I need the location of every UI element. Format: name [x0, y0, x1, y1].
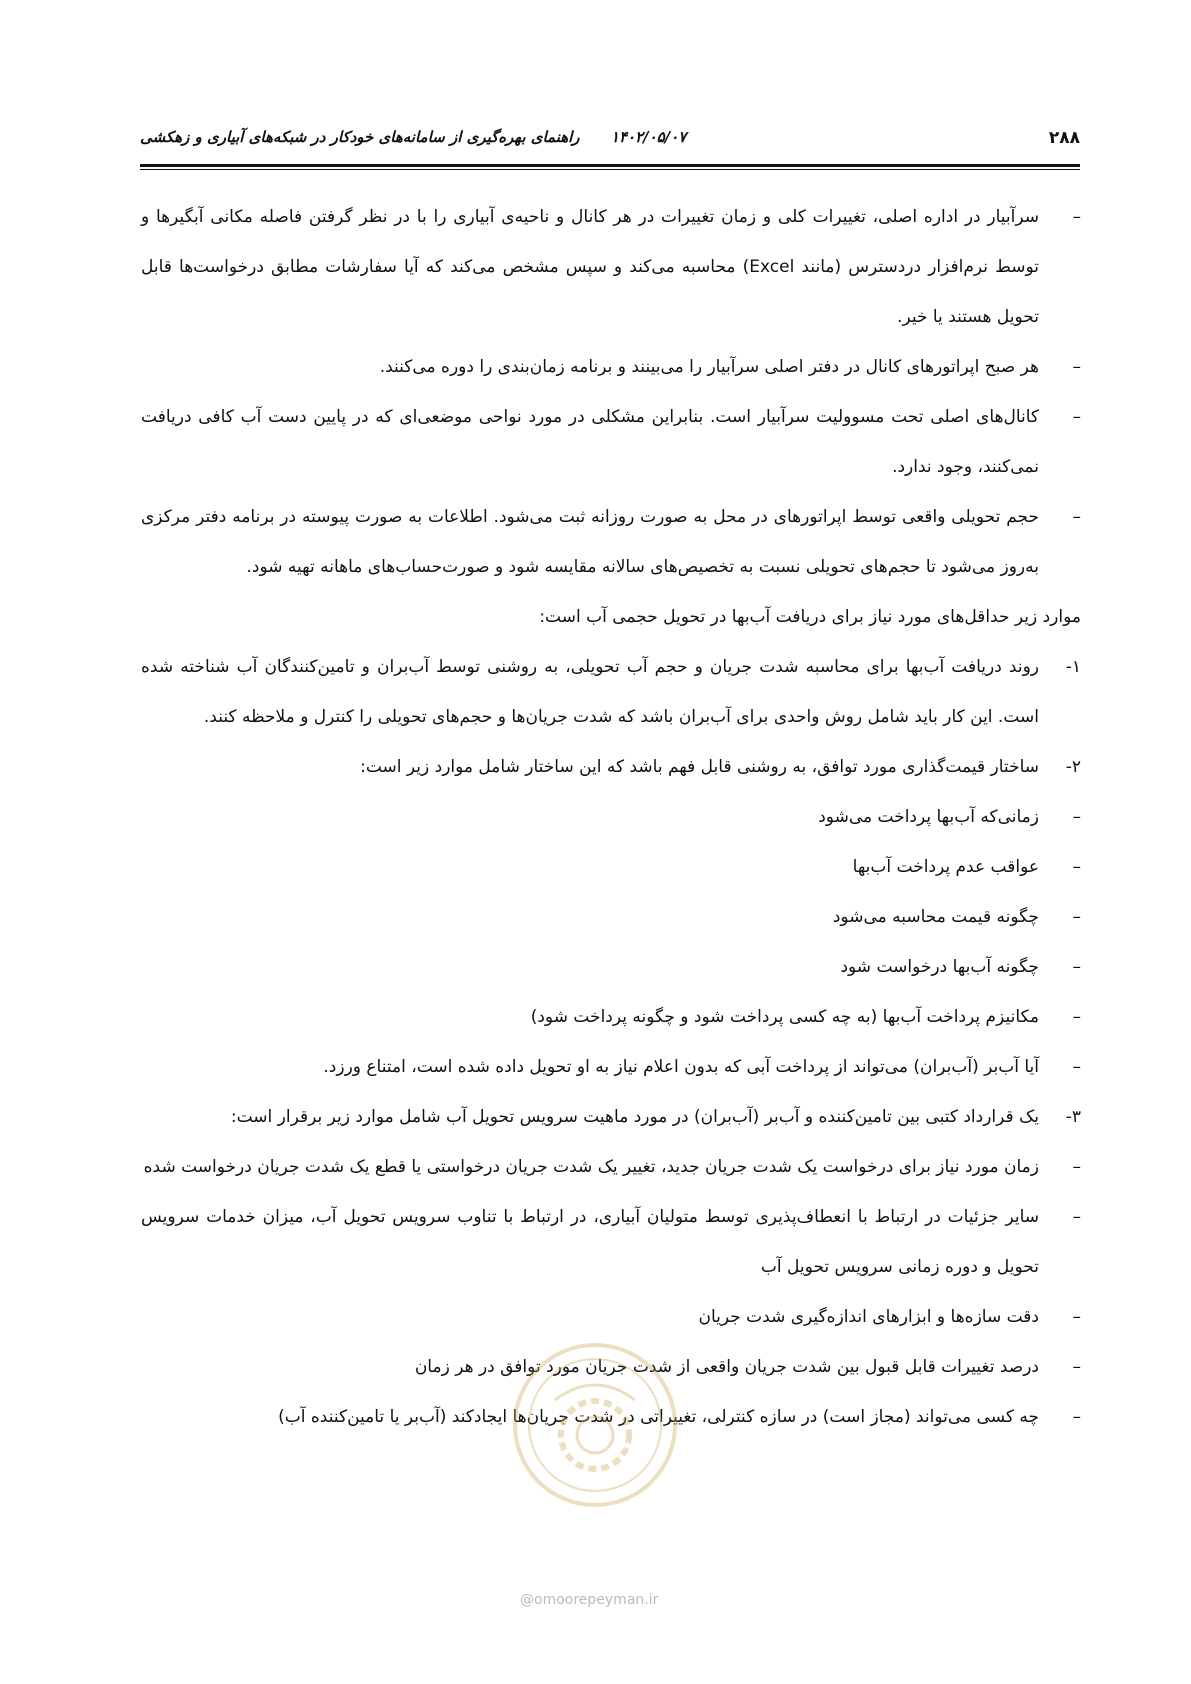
- bullet-text: چگونه قیمت محاسبه می‌شود: [832, 907, 1039, 927]
- header-date: ۱۴۰۲/۰۵/۰۷: [610, 128, 687, 146]
- bullet-item: [141, 1042, 1081, 1092]
- intro-paragraph: موارد زیر حداقل‌های مورد نیاز برای دریافت آب‌بها در تحویل حجمی آب است:: [539, 607, 1081, 627]
- bullet-text: دقت سازه‌ها و ابزارهای اندازه‌گیری شدت جریان: [698, 1307, 1039, 1327]
- numbered-text: یک قرارداد کتبی بین تامین‌کننده و آب‌بر (آب‌بران) در مورد ماهیت سرویس تحویل آب شامل موارد زیر برقرار است:: [230, 1107, 1039, 1127]
- number-mark: ۳-: [1065, 1107, 1081, 1127]
- bullet-text: هر صبح اپراتورهای کانال در دفتر اصلی سرآبیار را می‌بینند و برنامه زمان‌بندی را دوره می‌کنند.: [379, 357, 1039, 377]
- watermark-url: @omoorepeyman.ir: [520, 1592, 659, 1608]
- bullet-text: زمان مورد نیاز برای درخواست یک شدت جریان جدید، تغییر یک شدت جریان درخواستی یا قطع یک شدت جریان درخواست شده: [143, 1157, 1039, 1177]
- bullet-item: [141, 342, 1081, 392]
- bullet-item: [141, 1142, 1081, 1192]
- numbered-item-3: [141, 1092, 1081, 1142]
- bullet-item: [141, 792, 1081, 842]
- bullet-item: [141, 392, 1081, 492]
- bullet-mark: –: [1072, 1057, 1081, 1077]
- bullet-text: کانال‌های اصلی تحت مسوولیت سرآبیار است. بنابراین مشکلی در مورد نواحی موضعی‌ای که در پایین دست آب کافی دریافت نمی‌کنند، وجود ندارد.: [141, 407, 1039, 477]
- bullet-mark: –: [1072, 357, 1081, 377]
- bullet-mark: –: [1072, 907, 1081, 927]
- page-header: [140, 126, 1080, 156]
- numbered-text: روند دریافت آب‌بها برای محاسبه شدت جریان و حجم آب تحویلی، به روشنی توسط آب‌بران و تامین‌کنندگان آب شناخته شده است. این کار باید شامل روش واحدی برای آب‌بران باشد که شدت جریان‌ها و حجم‌های تحویلی را کنترل و ملاحظه کنند.: [141, 657, 1039, 727]
- header-rule-thin: [140, 169, 1080, 170]
- bullet-mark: –: [1072, 807, 1081, 827]
- bullet-item: [141, 992, 1081, 1042]
- bullet-item: [141, 942, 1081, 992]
- bullet-mark: –: [1072, 1407, 1081, 1427]
- bullet-item: [141, 192, 1081, 342]
- bullet-text: زمانی‌که آب‌بها پرداخت می‌شود: [818, 807, 1039, 827]
- page-body: [141, 192, 1081, 1442]
- bullet-text: حجم تحویلی واقعی توسط اپراتورهای در محل به صورت روزانه ثبت می‌شود. اطلاعات به صورت پیوسته در برنامه دفتر مرکزی به‌روز می‌شود تا حجم‌های تحویلی نسبت به تخصیص‌های سالانه مقایسه شود و صورت‌حساب‌های ماهانه تهیه شود.: [141, 507, 1039, 577]
- bullet-text: عواقب عدم پرداخت آب‌بها: [852, 857, 1039, 877]
- bullet-mark: –: [1072, 1157, 1081, 1177]
- bullet-text: چگونه آب‌بها درخواست شود: [840, 957, 1039, 977]
- bullet-item: [141, 1192, 1081, 1292]
- bullet-mark: –: [1072, 1207, 1081, 1227]
- bullet-mark: –: [1072, 1007, 1081, 1027]
- bullet-text: سرآبیار در اداره اصلی، تغییرات کلی و زمان تغییرات در هر کانال و ناحیه‌ی آبیاری را با در نظر گرفتن فاصله مکانی آبگیرها و توسط نرم‌افزار دردسترس (مانند Excel) محاسبه می‌کند و سپس مشخص می‌کند که آیا سفارشات مطابق درخواست‌ها قابل تحویل هستند یا خیر.: [141, 207, 1039, 327]
- watermark-seal-icon: [510, 1340, 680, 1510]
- bullet-text: آیا آب‌بر (آب‌بران) می‌تواند از پرداخت آبی که بدون اعلام نیاز به او تحویل داده شده است، امتناع ورزد.: [323, 1057, 1039, 1077]
- header-title: راهنمای بهره‌گیری از سامانه‌های خودکار در شبکه‌های آبیاری و زهکشی: [140, 128, 580, 146]
- bullet-mark: –: [1072, 407, 1081, 427]
- header-rule: [140, 164, 1080, 167]
- numbered-text: ساختار قیمت‌گذاری مورد توافق، به روشنی قابل فهم باشد که این ساختار شامل موارد زیر است:: [360, 757, 1039, 777]
- bullet-text: درصد تغییرات قابل قبول بین شدت جریان واقعی از شدت جریان مورد توافق در هر زمان: [414, 1357, 1039, 1377]
- bullet-text: مکانیزم پرداخت آب‌بها (به چه کسی پرداخت شود و چگونه پرداخت شود): [530, 1007, 1039, 1027]
- running-title: [140, 128, 686, 146]
- bullet-item: [141, 492, 1081, 592]
- bullet-mark: –: [1072, 1307, 1081, 1327]
- bullet-mark: –: [1072, 957, 1081, 977]
- bullet-item: [141, 1292, 1081, 1342]
- page-number: ۲۸۸: [1048, 128, 1080, 148]
- bullet-mark: –: [1072, 507, 1081, 527]
- numbered-item-1: [141, 642, 1081, 742]
- bullet-mark: –: [1072, 857, 1081, 877]
- numbered-item-2: [141, 742, 1081, 792]
- bullet-mark: –: [1072, 207, 1081, 227]
- bullet-text: چه کسی می‌تواند (مجاز است) در سازه کنترلی، تغییراتی در شدت جریان‌ها ایجادکند (آب‌بر یا تامین‌کننده آب): [278, 1407, 1039, 1427]
- bullet-item: [141, 892, 1081, 942]
- bullet-item: [141, 842, 1081, 892]
- number-mark: ۲-: [1065, 757, 1081, 777]
- number-mark: ۱-: [1065, 657, 1081, 677]
- bullet-text: سایر جزئیات در ارتباط با انعطاف‌پذیری توسط متولیان آبیاری، در ارتباط با تناوب سرویس تحویل آب، میزان خدمات سرویس تحویل و دوره زمانی سرویس تحویل آب: [141, 1207, 1039, 1277]
- bullet-mark: –: [1072, 1357, 1081, 1377]
